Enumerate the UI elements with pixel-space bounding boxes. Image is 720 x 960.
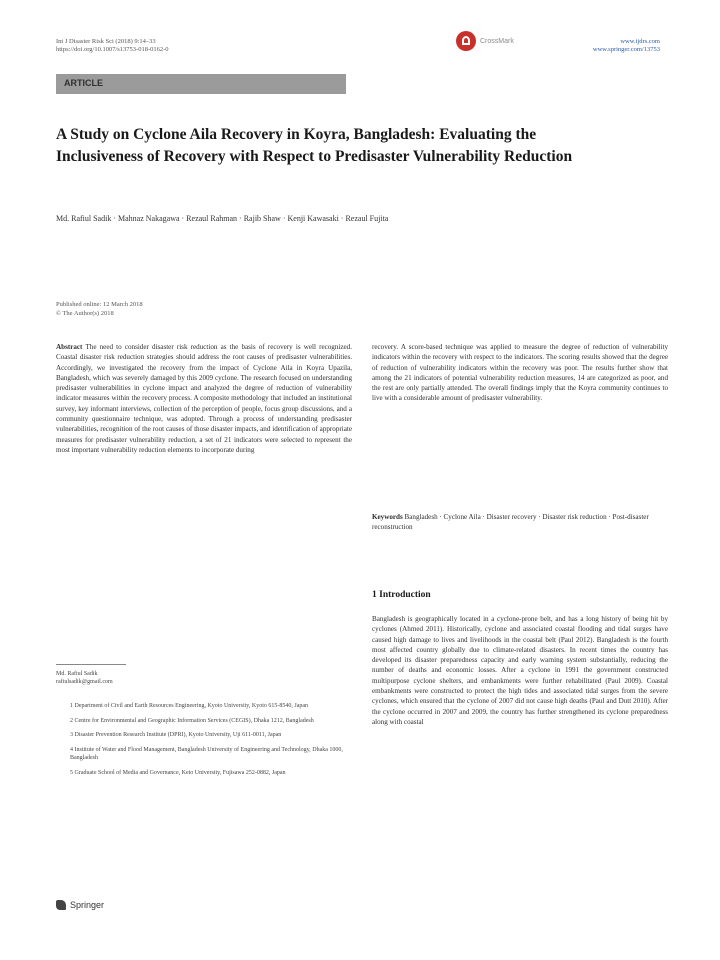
- crossmark-icon: [456, 31, 476, 51]
- correspondence: [56, 670, 352, 686]
- springer-link[interactable]: www.springer.com/13753: [592, 46, 660, 53]
- springer-horse-icon: [56, 900, 66, 910]
- publisher-name: Springer: [70, 900, 105, 910]
- abstract-continued: recovery. A score-based technique was applied to measure the degree of reduction of vulnerability indicators within the recovery with respect to the indicators. The scoring results showed that the degree of reduction of vulnerability indicators within the recovery was poor. The results further show that among the 21 indicators of potential vulnerability reduction measures, 14 are categorized as poor, and the rest are only partially attended. The overall findings imply that the Koyra community continues to live with a considerable amount of predisaster vulnerability.: [372, 343, 668, 403]
- affiliation-item: 4 Institute of Water and Flood Management, Bangladesh University of Engineering and Technology, Dhaka 1000, Bangladesh: [70, 746, 343, 761]
- journal-line: Int J Disaster Risk Sci (2018) 9:14–33: [56, 38, 156, 45]
- intro-text: Bangladesh is geographically located in a cyclone-prone belt, and has a long history of being hit by cyclones (Ahmed 2011). Historically, cyclone and associated coastal flooding and tidal surges have caused high damage to lives and livelihoods in the coastal belt (Paul 2012). Bangladesh is the fourth most affected country globally due to climate-related disasters. In recent times the country has developed its disaster preparedness capacity and early warning system substantially, reducing the number of deaths and economic losses. After a cyclone in 1991 the government constructed multipurpose cyclone shelters, and embankments were further rehabilitated (Paul 2009). Coastal embankments were constructed to protect the high tides and associated tidal surges from the severe cyclones, which ensured that the cyclone of 2007 did not cause high deaths (Paul and Dutt 2010). After the cyclone occurred in 2007 and 2009, the country has further strengthened its cyclone preparedness along with coastal: [372, 615, 668, 726]
- abstract: [56, 342, 352, 455]
- affiliation-item: 3 Disaster Prevention Research Institute (DPRI), Kyoto University, Uji 611-0011, Japan: [70, 732, 282, 738]
- article-type-label: ARTICLE: [64, 78, 103, 88]
- footnote-divider: [56, 664, 126, 665]
- journal-citation: [56, 38, 169, 54]
- keywords: [372, 512, 668, 533]
- abstract-text: The need to consider disaster risk reduction as the basis of recovery is well recognized. Coastal disaster risk reduction strategies should address the root causes of predisaster vulnerabilities. Accordingly, we investigated the recovery from the impact of Cyclone Aila in Koyra Upazila, Bangladesh, which was severely damaged by this 2009 cyclone. The research focused on understanding predisaster vulnerabilities in cyclone impact and analyzed the degree of reduction of vulnerability indicator measures within the recovery process. A composite methodology that included an institutional survey, key informant interviews, collection of the perception of people, focus group discussions, and a community questionnaire technique, was adopted. Through a process of understanding predisaster vulnerabilities, recognition of the root causes of those disaster impacts, and identification of appropriate measures for predisaster vulnerability reduction, a set of 21 indicators were selected to represent the most important vulnerability reduction elements to incorporate during: [56, 343, 352, 454]
- corresponding-author: Md. Rafiul Sadik: [56, 671, 98, 677]
- article-title: A Study on Cyclone Aila Recovery in Koyra, Bangladesh: Evaluating the Inclusiveness of Recovery with Respect to Predisaster Vulnerability Reduction: [56, 126, 573, 165]
- article-type-banner: [56, 74, 346, 94]
- crossmark-label: CrossMark: [480, 37, 514, 45]
- corresponding-email[interactable]: rafiulsadik@gmail.com: [56, 679, 113, 685]
- affiliation-item: 2 Centre for Environmental and Geographic Information Services (CEGIS), Dhaka 1212, Bangladesh: [70, 717, 314, 724]
- affiliation-item: 5 Graduate School of Media and Governance, Keio University, Fujisawa 252-0882, Japan: [70, 769, 286, 776]
- publication-dates: [56, 300, 143, 318]
- abstract-label: Abstract: [56, 343, 83, 351]
- affiliations: [56, 702, 352, 783]
- keywords-text: Bangladesh · Cyclone Aila · Disaster recovery · Disaster risk reduction · Post-disaster reconstruction: [372, 513, 649, 532]
- publisher-logo: [56, 900, 104, 910]
- doi-line: https://doi.org/10.1007/s13753-018-0162-0: [56, 46, 169, 53]
- affiliation-item: 1 Department of Civil and Earth Resources Engineering, Kyoto University, Kyoto 615-8540, Japan: [70, 703, 309, 709]
- author-list: Md. Rafiul Sadik · Mahnaz Nakagawa · Rezaul Rahman · Rajib Shaw · Kenji Kawasaki · Rezaul Fujita: [56, 214, 389, 223]
- journal-website-link[interactable]: www.ijdrs.com: [620, 38, 660, 45]
- published-date: Published online: 12 March 2018: [56, 301, 143, 308]
- crossmark-logo[interactable]: [456, 30, 546, 52]
- keywords-label: Keywords: [372, 513, 403, 521]
- journal-links: [593, 38, 660, 54]
- intro-heading: 1 Introduction: [372, 590, 431, 600]
- copyright-line: © The Author(s) 2018: [56, 310, 114, 317]
